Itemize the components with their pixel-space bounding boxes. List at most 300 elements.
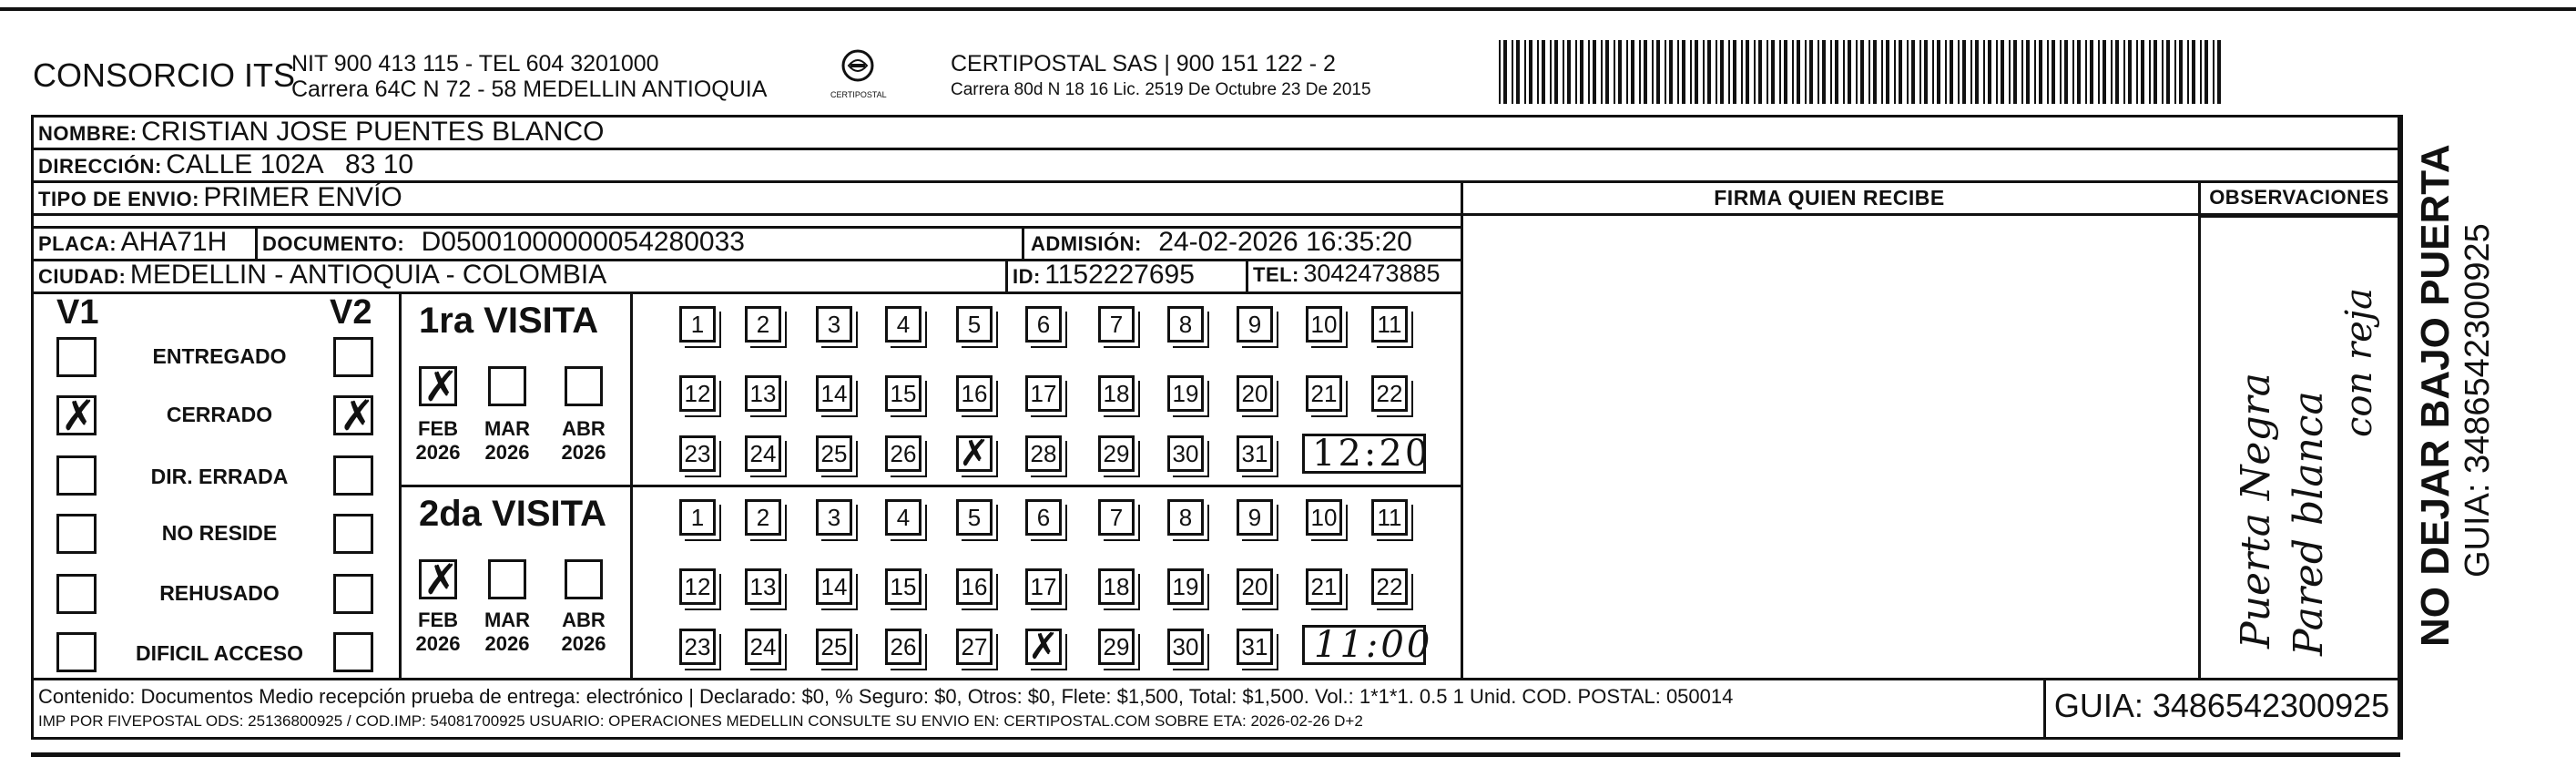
barcode-bar [2090, 40, 2093, 104]
barcode-bar [1563, 40, 1564, 104]
nombre-row [38, 117, 605, 148]
barcode-bar [1886, 40, 1889, 104]
barcode-bar [1848, 40, 1851, 104]
day-number: ✗ [1028, 627, 1059, 667]
visit-1-day-checkbox[interactable] [1025, 375, 1062, 412]
day-number: 9 [1247, 504, 1262, 531]
v2-no-reside-checkbox[interactable] [333, 514, 373, 554]
barcode-bar [1805, 40, 1807, 104]
top-rule [0, 7, 2576, 11]
day-number: 5 [967, 311, 982, 338]
barcode-bar [1516, 40, 1520, 104]
visit-2-day-checkbox[interactable] [679, 499, 716, 536]
barcode-bar [1503, 40, 1507, 104]
barcode-bar [1975, 40, 1979, 104]
day-number: 4 [896, 504, 911, 531]
barcode-bar [1626, 40, 1628, 104]
day-number: 30 [1172, 440, 1199, 467]
col-line [1461, 180, 1463, 678]
barcode-bar [1716, 40, 1717, 104]
day-number: 19 [1172, 573, 1199, 600]
barcode-bar [1512, 40, 1513, 104]
barcode-bar [1618, 40, 1622, 104]
barcode-bar [2192, 40, 2195, 104]
barcode-bar [1856, 40, 1858, 104]
visit-1-day-checkbox[interactable] [1098, 435, 1135, 472]
barcode-bar [1907, 40, 1909, 104]
day-number: 24 [749, 633, 777, 660]
company-name: CONSORCIO ITS [33, 56, 296, 94]
day-number: 2 [756, 311, 770, 338]
visit-1-day-checkbox[interactable] [885, 435, 921, 472]
barcode-bar [1830, 40, 1832, 104]
visit-1-mar-checkbox[interactable] [488, 366, 526, 406]
visit-2-day-checkbox[interactable] [679, 629, 716, 665]
barcode-bar [1996, 40, 1998, 104]
day-number: 11 [1377, 311, 1402, 338]
id-value: 1152227695 [1044, 260, 1195, 290]
barcode-bar [1631, 40, 1634, 104]
col-line [255, 226, 258, 259]
barcode-bar [2034, 40, 2036, 104]
ciudad-label: CIUDAD: [38, 265, 127, 288]
barcode-bar [2060, 40, 2062, 104]
tel-label: TEL: [1253, 263, 1299, 286]
visit-2-day-checkbox[interactable] [1167, 568, 1204, 605]
status-cerrado: CERRADO [166, 403, 273, 426]
barcode-bar [1868, 40, 1870, 104]
visit-2-day-checkbox[interactable] [885, 499, 921, 536]
day-number: 26 [890, 440, 917, 467]
status-entregado: ENTREGADO [152, 344, 287, 368]
day-number: 21 [1310, 573, 1338, 600]
barcode-bar [2001, 40, 2004, 104]
day-number: 23 [684, 633, 711, 660]
visit-2-day-checkbox[interactable] [885, 568, 921, 605]
firma-header: FIRMA QUIEN RECIBE [1714, 186, 1945, 210]
barcode-bar [2098, 40, 2100, 104]
documento-label: DOCUMENTO: [262, 232, 405, 255]
barcode-bar [1754, 40, 1756, 104]
visit-1-day-checkbox[interactable] [956, 375, 993, 412]
v2-header: V2 [330, 293, 372, 332]
day-number: 23 [684, 440, 711, 467]
visit-1-day-checkbox[interactable] [745, 435, 781, 472]
v2-cerrado-checkbox[interactable] [333, 392, 375, 439]
visit-1-day-checkbox[interactable] [1306, 306, 1342, 343]
visit-1-day-checkbox[interactable] [1371, 306, 1408, 343]
barcode-bar [1950, 40, 1953, 104]
barcode-bar [1741, 40, 1743, 104]
tipo-value: PRIMER ENVÍO [203, 182, 402, 212]
col-line [2198, 180, 2201, 678]
day-number: 15 [890, 573, 917, 600]
barcode-bar [1899, 40, 1902, 104]
visit-1-time-box[interactable] [1302, 433, 1431, 475]
visit-2-day-checkbox[interactable] [745, 629, 781, 665]
v1-dificil-acceso-checkbox[interactable] [56, 632, 97, 672]
day-number: 7 [1109, 504, 1124, 531]
visit-2-day-checkbox[interactable] [1371, 499, 1408, 536]
barcode-bar [1797, 40, 1800, 104]
certipostal-line: CERTIPOSTAL SAS | 900 151 122 - 2 [951, 51, 1336, 77]
barcode-bar [1690, 40, 1692, 104]
barcode-bar [2153, 40, 2157, 104]
visit-2-title: 2da VISITA [419, 494, 606, 534]
day-number: 18 [1103, 573, 1130, 600]
direccion-value: CALLE 102A 83 10 [166, 149, 414, 179]
day-number: 15 [890, 380, 917, 407]
barcode-bar [2072, 40, 2074, 104]
visit-2-day-checkbox[interactable] [816, 499, 852, 536]
certipostal-logo [830, 46, 885, 109]
barcode-bar [1784, 40, 1787, 104]
visit-2-day-checkbox[interactable] [956, 499, 993, 536]
barcode-bar [1894, 40, 1896, 104]
v1-dir-errada-checkbox[interactable] [56, 455, 97, 496]
certipostal-logo-icon [830, 46, 885, 91]
barcode-bar [1695, 40, 1698, 104]
barcode-bar [1593, 40, 1596, 104]
visit-2-day-marked-checkbox[interactable] [1025, 629, 1062, 665]
v2-dificil-acceso-checkbox[interactable] [333, 632, 373, 672]
day-number: 16 [961, 573, 988, 600]
visit-1-day-checkbox[interactable] [885, 375, 921, 412]
visit-1-day-marked-checkbox[interactable] [956, 435, 993, 472]
day-number: 4 [896, 311, 911, 338]
visit-1-day-checkbox[interactable] [885, 306, 921, 343]
visit-2-day-checkbox[interactable] [1025, 499, 1062, 536]
license-line: Carrera 80d N 18 16 Lic. 2519 De Octubre 23 De 2015 [951, 80, 1371, 99]
visit-2-day-checkbox[interactable] [816, 629, 852, 665]
nit-line: NIT 900 413 115 - TEL 604 3201000 [291, 51, 659, 77]
visit-1-feb-caption: FEB 2026 [415, 417, 461, 464]
direccion-label: DIRECCIÓN: [38, 155, 162, 178]
visit-2-day-checkbox[interactable] [1371, 568, 1408, 605]
day-number: 12 [684, 573, 711, 600]
visit-2-day-checkbox[interactable] [1098, 568, 1135, 605]
visit-2-feb-mark: ✗ [423, 556, 459, 603]
barcode-bar [1945, 40, 1947, 104]
v1-cerrado-checkbox[interactable] [56, 392, 97, 439]
visit-2-abr-caption: ABR 2026 [561, 608, 606, 655]
barcode-bar [2217, 40, 2221, 104]
day-number: 5 [967, 504, 982, 531]
visit-1-day-checkbox[interactable] [1237, 375, 1273, 412]
side-guia: GUIA: 3486542300925 [2459, 223, 2497, 578]
v2-rehusado-checkbox[interactable] [333, 574, 373, 614]
barcode-bar [2064, 40, 2068, 104]
visit-2-day-checkbox[interactable] [1025, 568, 1062, 605]
visit-1-day-checkbox[interactable] [1306, 375, 1342, 412]
barcode-bar [1746, 40, 1749, 104]
day-number: 30 [1172, 633, 1199, 660]
visit-2-abr-checkbox[interactable] [565, 559, 603, 599]
day-number: 10 [1310, 504, 1338, 531]
barcode-bar [1767, 40, 1768, 104]
barcode-bar [1720, 40, 1724, 104]
visit-1-day-checkbox[interactable] [679, 306, 716, 343]
day-number: 29 [1103, 633, 1130, 660]
barcode-bar [2052, 40, 2055, 104]
visit-2-day-checkbox[interactable] [1306, 499, 1342, 536]
day-number: 14 [820, 380, 848, 407]
barcode-bar [1656, 40, 1660, 104]
visit-1-day-checkbox[interactable] [1237, 306, 1273, 343]
day-number: 16 [961, 380, 988, 407]
barcode-bar [1588, 40, 1590, 104]
documento-cell [262, 227, 745, 258]
barcode-bar [1614, 40, 1615, 104]
barcode-bar [1911, 40, 1915, 104]
visit-2-day-checkbox[interactable] [1306, 568, 1342, 605]
ciudad-value: MEDELLIN - ANTIOQUIA - COLOMBIA [129, 260, 607, 290]
barcode-bar [1937, 40, 1940, 104]
barcode-bar [1779, 40, 1781, 104]
v1-cerrado-mark: ✗ [61, 392, 97, 439]
day-number: 20 [1241, 573, 1268, 600]
barcode-bar [1822, 40, 1826, 104]
visit-2-time: 11:00 [1314, 624, 1433, 666]
v2-cerrado-mark: ✗ [340, 392, 375, 439]
visit-2-feb-caption: FEB 2026 [415, 608, 461, 655]
barcode-bar [1669, 40, 1673, 104]
visit-1-day-checkbox[interactable] [816, 375, 852, 412]
day-number: 9 [1247, 311, 1262, 338]
barcode-bar [2103, 40, 2106, 104]
barcode-bar [2111, 40, 2113, 104]
tipo-label: TIPO DE ENVIO: [38, 188, 199, 210]
visit-1-mar-caption: MAR 2026 [484, 417, 531, 464]
barcode-bar [2174, 40, 2176, 104]
row-line [31, 291, 1462, 294]
barcode-bar [2166, 40, 2170, 104]
barcode-bar [1962, 40, 1966, 104]
barcode-bar [1703, 40, 1705, 104]
barcode-bar [1728, 40, 1730, 104]
day-number: 13 [749, 380, 777, 407]
barcode-bar [1665, 40, 1666, 104]
visit-2-mar-checkbox[interactable] [488, 559, 526, 599]
status-dir-errada: DIR. ERRADA [150, 465, 289, 488]
visit-1-day-checkbox[interactable] [1025, 435, 1062, 472]
visit-1-day-checkbox[interactable] [1098, 306, 1135, 343]
barcode-bar [1575, 40, 1577, 104]
day-number: 1 [690, 311, 705, 338]
day-number: 8 [1178, 504, 1193, 531]
visit-1-day-checkbox[interactable] [1167, 375, 1204, 412]
barcode-bar [2013, 40, 2017, 104]
footer-imp: IMP POR FIVEPOSTAL ODS: 25136800925 / COD.IMP: 54081700925 USUARIO: OPERACIONES MEDELLIN CONSULTE SU ENVIO EN: CERTIPOSTAL.COM SOBRE ETA: 2026-02-26 D+2 [38, 712, 1363, 730]
handwriting-line-1: Puerta Negra [2233, 373, 2279, 649]
visit-1-day-checkbox[interactable] [1025, 306, 1062, 343]
visit-2-day-checkbox[interactable] [1098, 629, 1135, 665]
day-number: 1 [690, 504, 705, 531]
barcode-bar [1771, 40, 1775, 104]
visit-2-day-checkbox[interactable] [1098, 499, 1135, 536]
obs-header-line [2198, 215, 2400, 218]
barcode-bar [1988, 40, 1991, 104]
day-number: 19 [1172, 380, 1199, 407]
visit-2-time-box[interactable] [1302, 624, 1433, 666]
visit-1-day-checkbox[interactable] [679, 375, 716, 412]
barcode-bar [2213, 40, 2215, 104]
barcode-bar [1652, 40, 1654, 104]
barcode-bar [1958, 40, 1960, 104]
day-number: 10 [1310, 311, 1338, 338]
day-number: 3 [827, 311, 841, 338]
barcode-bar [1970, 40, 1972, 104]
barcode-bar [1542, 40, 1545, 104]
visit-2-day-checkbox[interactable] [1237, 499, 1273, 536]
barcode-bar [2085, 40, 2087, 104]
barcode-bar [1554, 40, 1558, 104]
day-number: 18 [1103, 380, 1130, 407]
barcode-bar [1860, 40, 1864, 104]
admision-label: ADMISIÓN: [1031, 232, 1142, 255]
v2-dir-errada-checkbox[interactable] [333, 455, 373, 496]
barcode-bar [1605, 40, 1609, 104]
col-line [1246, 259, 1248, 291]
v1-rehusado-checkbox[interactable] [56, 574, 97, 614]
barcode-bar [2021, 40, 2023, 104]
visit-2-day-checkbox[interactable] [1237, 629, 1273, 665]
address-line: Carrera 64C N 72 - 58 MEDELLIN ANTIOQUIA [291, 77, 768, 102]
barcode-bar [1644, 40, 1647, 104]
nombre-label: NOMBRE: [38, 122, 137, 145]
visit-1-day-checkbox[interactable] [1237, 435, 1273, 472]
barcode-bar [2026, 40, 2030, 104]
day-number: 6 [1036, 311, 1051, 338]
barcode-bar [1682, 40, 1685, 104]
visit-1-feb-checkbox[interactable] [419, 363, 459, 410]
day-number: 8 [1178, 311, 1193, 338]
visit-2-day-checkbox[interactable] [1237, 568, 1273, 605]
footer-contenido: Contenido: Documentos Medio recepción prueba de entrega: electrónico | Declarado: $0, % Seguro: $0, Otros: $0, Flete: $1,500, Total: $1,500. Vol.: 1*1*1. 0.5 1 Unid. COD. POSTAL: 050014 [38, 685, 1734, 708]
day-number: 2 [756, 504, 770, 531]
visit-1-day-checkbox[interactable] [816, 306, 852, 343]
barcode-bar [1758, 40, 1762, 104]
day-number: 20 [1241, 380, 1268, 407]
visit-split-line [399, 485, 1461, 487]
barcode-bar [1707, 40, 1711, 104]
barcode-bar [2141, 40, 2144, 104]
visit-2-day-checkbox[interactable] [956, 629, 993, 665]
visit-2-day-checkbox[interactable] [1167, 629, 1204, 665]
status-no-reside: NO RESIDE [161, 521, 278, 545]
barcode-bar [1524, 40, 1526, 104]
barcode-bar [1677, 40, 1679, 104]
col-line [1022, 226, 1024, 259]
visit-2-day-checkbox[interactable] [816, 568, 852, 605]
visit-2-day-checkbox[interactable] [745, 568, 781, 605]
visit-1-day-checkbox[interactable] [816, 435, 852, 472]
day-number: 11 [1377, 504, 1402, 531]
id-label: ID: [1013, 265, 1041, 288]
placa-value: AHA71H [120, 227, 228, 257]
day-number: 6 [1036, 504, 1051, 531]
visit-1-day-checkbox[interactable] [1167, 306, 1204, 343]
visit-1-feb-mark: ✗ [423, 363, 459, 410]
visit-1-day-checkbox[interactable] [1167, 435, 1204, 472]
day-number: 26 [890, 633, 917, 660]
visit-2-day-checkbox[interactable] [745, 499, 781, 536]
side-warning: NO DEJAR BAJO PUERTA [2413, 144, 2458, 647]
visit-1-time: 12:20 [1312, 433, 1431, 475]
visit-2-day-checkbox[interactable] [885, 629, 921, 665]
visit-1-day-checkbox[interactable] [745, 375, 781, 412]
placa-label: PLACA: [38, 232, 117, 255]
barcode-bar [1924, 40, 1928, 104]
visit-2-feb-checkbox[interactable] [419, 556, 459, 603]
visit-1-day-checkbox[interactable] [745, 306, 781, 343]
tel-value: 3042473885 [1303, 260, 1441, 287]
barcode-bar [1817, 40, 1819, 104]
barcode-bar [1932, 40, 1934, 104]
barcode-bar [2179, 40, 2183, 104]
day-number: 12 [684, 380, 711, 407]
barcode-bar [1835, 40, 1838, 104]
visit-1-abr-caption: ABR 2026 [561, 417, 606, 464]
visit-2-day-checkbox[interactable] [956, 568, 993, 605]
barcode-bar [1537, 40, 1539, 104]
visit-2-day-checkbox[interactable] [679, 568, 716, 605]
v1-entregado-checkbox[interactable] [56, 337, 97, 377]
barcode-bar [1919, 40, 1921, 104]
day-number: ✗ [959, 434, 990, 474]
day-number: 22 [1376, 380, 1403, 407]
day-number: 27 [961, 633, 988, 660]
day-number: 28 [1030, 440, 1057, 467]
day-number: 17 [1030, 573, 1057, 600]
observaciones-header: OBSERVACIONES [2209, 186, 2389, 209]
barcode-bar [2009, 40, 2011, 104]
visit-1-title: 1ra VISITA [419, 301, 599, 341]
admision-value: 24-02-2026 16:35:20 [1158, 227, 1412, 257]
day-number: 24 [749, 440, 777, 467]
visit-2-mar-caption: MAR 2026 [484, 608, 531, 655]
day-number: 14 [820, 573, 848, 600]
barcode-bar [1580, 40, 1583, 104]
visit-1-day-checkbox[interactable] [1098, 375, 1135, 412]
barcode-bar [2162, 40, 2164, 104]
barcode-bar [2039, 40, 2042, 104]
barcode-bar [1499, 40, 1501, 104]
v2-entregado-checkbox[interactable] [333, 337, 373, 377]
barcode-bar [2187, 40, 2189, 104]
visit-1-day-checkbox[interactable] [1371, 375, 1408, 412]
v1-header: V1 [56, 293, 99, 332]
visit-1-day-checkbox[interactable] [679, 435, 716, 472]
barcode-bar [2136, 40, 2138, 104]
logo-caption: CERTIPOSTAL [830, 90, 887, 99]
col-line [2400, 115, 2403, 740]
v1-no-reside-checkbox[interactable] [56, 514, 97, 554]
id-cell [1013, 260, 1195, 291]
visit-1-abr-checkbox[interactable] [565, 366, 603, 406]
day-number: 25 [820, 633, 848, 660]
admision-cell [1031, 227, 1412, 258]
day-number: 17 [1030, 380, 1057, 407]
visit-2-day-checkbox[interactable] [1167, 499, 1204, 536]
nombre-value: CRISTIAN JOSE PUENTES BLANCO [141, 117, 605, 147]
visit-1-day-checkbox[interactable] [956, 306, 993, 343]
barcode-bar [1567, 40, 1571, 104]
footer-guia: GUIA: 3486542300925 [2053, 687, 2390, 724]
barcode-bar [2115, 40, 2119, 104]
day-number: 29 [1103, 440, 1130, 467]
day-number: 21 [1310, 380, 1338, 407]
